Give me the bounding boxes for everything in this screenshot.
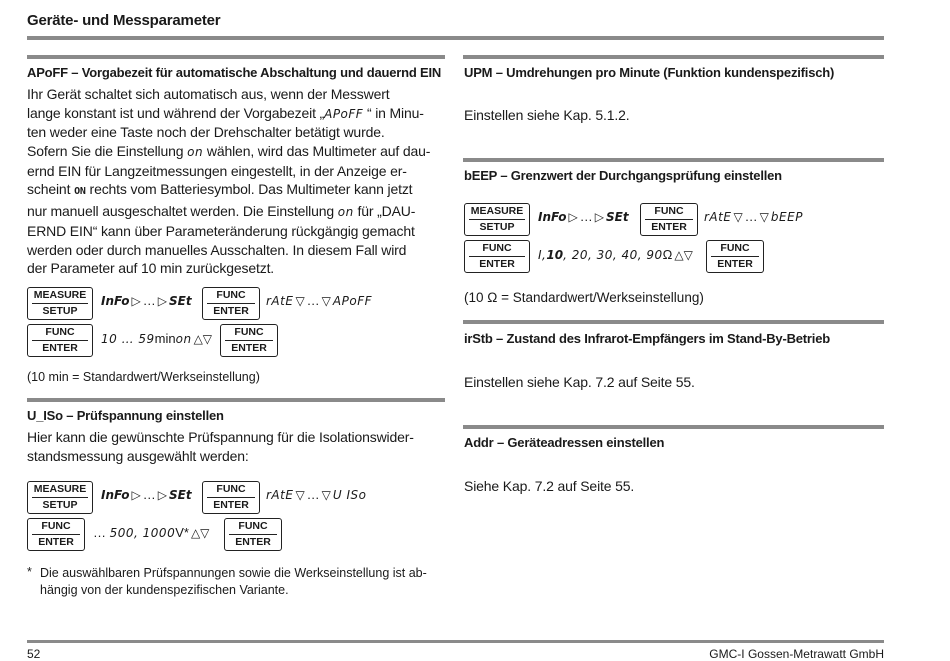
measure-setup-key: MEASURE SETUP (27, 481, 93, 514)
func-enter-key: FUNC ENTER (27, 518, 85, 551)
beep-sequence-2: I, 10 , 20, 30, 40, 90 Ω △▽ (538, 247, 693, 262)
uiso-paragraph: Hier kann die gewünschte Prüfspannung für die Isolationswider- standsmessung ausgewählt werden: (27, 429, 414, 464)
uiso-sequence-1: InFo ▷ … ▷ SEt (101, 487, 192, 502)
measure-setup-key: MEASURE SETUP (464, 203, 530, 236)
apoff-default-note: (10 min = Standardwert/Werkseinstellung) (27, 370, 260, 384)
section-heading-uiso: U_ISo – Prüfspannung einstellen (27, 408, 224, 423)
uiso-footnote: Die auswählbaren Prüfspannungen sowie die Werkseinstellung ist ab- hängig von der kundenspezifischen Variante. (40, 566, 427, 597)
func-enter-key: FUNC ENTER (202, 481, 260, 514)
func-enter-key: FUNC ENTER (706, 240, 764, 273)
beep-sequence-1: InFo ▷ … ▷ SEt (538, 209, 629, 224)
irstb-text: Einstellen siehe Kap. 7.2 auf Seite 55. (464, 374, 695, 390)
page-number: 52 (27, 647, 41, 661)
footer-rule (27, 640, 884, 643)
func-enter-key: FUNC ENTER (220, 324, 278, 357)
func-enter-key: FUNC ENTER (202, 287, 260, 320)
uiso-sequence-2: … 500, 1000 V* △▽ (93, 525, 210, 540)
func-enter-key: FUNC ENTER (640, 203, 698, 236)
section-rule (463, 55, 884, 59)
func-enter-key: FUNC ENTER (27, 324, 93, 357)
section-heading-addr: Addr – Geräteadressen einstellen (464, 435, 665, 450)
apoff-sequence-1: InFo ▷ … ▷ SEt (101, 293, 192, 308)
on-symbol: ON (74, 186, 86, 198)
section-heading-beep: bEEP – Grenzwert der Durchgangsprüfung einstellen (464, 168, 782, 183)
measure-setup-key: MEASURE SETUP (27, 287, 93, 320)
addr-text: Siehe Kap. 7.2 auf Seite 55. (464, 478, 635, 494)
section-rule (27, 398, 445, 402)
func-enter-key: FUNC ENTER (224, 518, 282, 551)
upm-text: Einstellen siehe Kap. 5.1.2. (464, 107, 630, 123)
apoff-sequence-2: 10 … 59 min on △▽ (101, 331, 213, 346)
header-rule (27, 36, 884, 40)
apoff-sequence-1b: rAtE ▽ … ▽ APoFF (266, 293, 372, 308)
apoff-paragraph-2: Sofern Sie die Einstellung on wählen, wird das Multimeter auf dau- ernd EIN für Langzeitmessungen eingestellt, in der Anzeige er- scheint ON rechts vom Batteriesymbol. Das Multimeter kann jetzt nur manuell ausgeschaltet werden. Die Einstellung on für „DAU- ERND EIN“ kann über Parameteränderung rückgängig gemacht werden oder durch manuelles Ausschalten. In diesem Fall wird der Parameter auf 10 min zurückgesetzt. (27, 143, 431, 277)
section-heading-upm: UPM – Umdrehungen pro Minute (Funktion kundenspezifisch) (464, 65, 835, 80)
apoff-paragraph-1: Ihr Gerät schaltet sich automatisch aus, wenn der Messwert lange konstant ist und während der Vorgabezeit „APoFF “ in Minu- ten weder eine Taste noch der Drehschalter betätigt wurde. (27, 86, 424, 141)
section-heading-apoff: APoFF – Vorgabezeit für automatische Abschaltung und dauernd EIN (27, 65, 442, 80)
section-rule (463, 425, 884, 429)
beep-sequence-1b: rAtE ▽ … ▽ bEEP (704, 209, 803, 224)
lcd-apoff: APoFF (324, 106, 364, 121)
section-rule (463, 158, 884, 162)
uiso-footnote-star: * (27, 565, 32, 579)
section-heading-irstb: irStb – Zustand des Infrarot-Empfängers im Stand-By-Betrieb (464, 331, 830, 346)
beep-default-note: (10 Ω = Standardwert/Werkseinstellung) (464, 290, 704, 305)
section-rule (27, 55, 445, 59)
section-rule (463, 320, 884, 324)
page-title: Geräte- und Messparameter (27, 12, 221, 29)
func-enter-key: FUNC ENTER (464, 240, 530, 273)
uiso-sequence-1b: rAtE ▽ … ▽ U ISo (266, 487, 367, 502)
company-name: GMC-I Gossen-Metrawatt GmbH (709, 647, 884, 661)
